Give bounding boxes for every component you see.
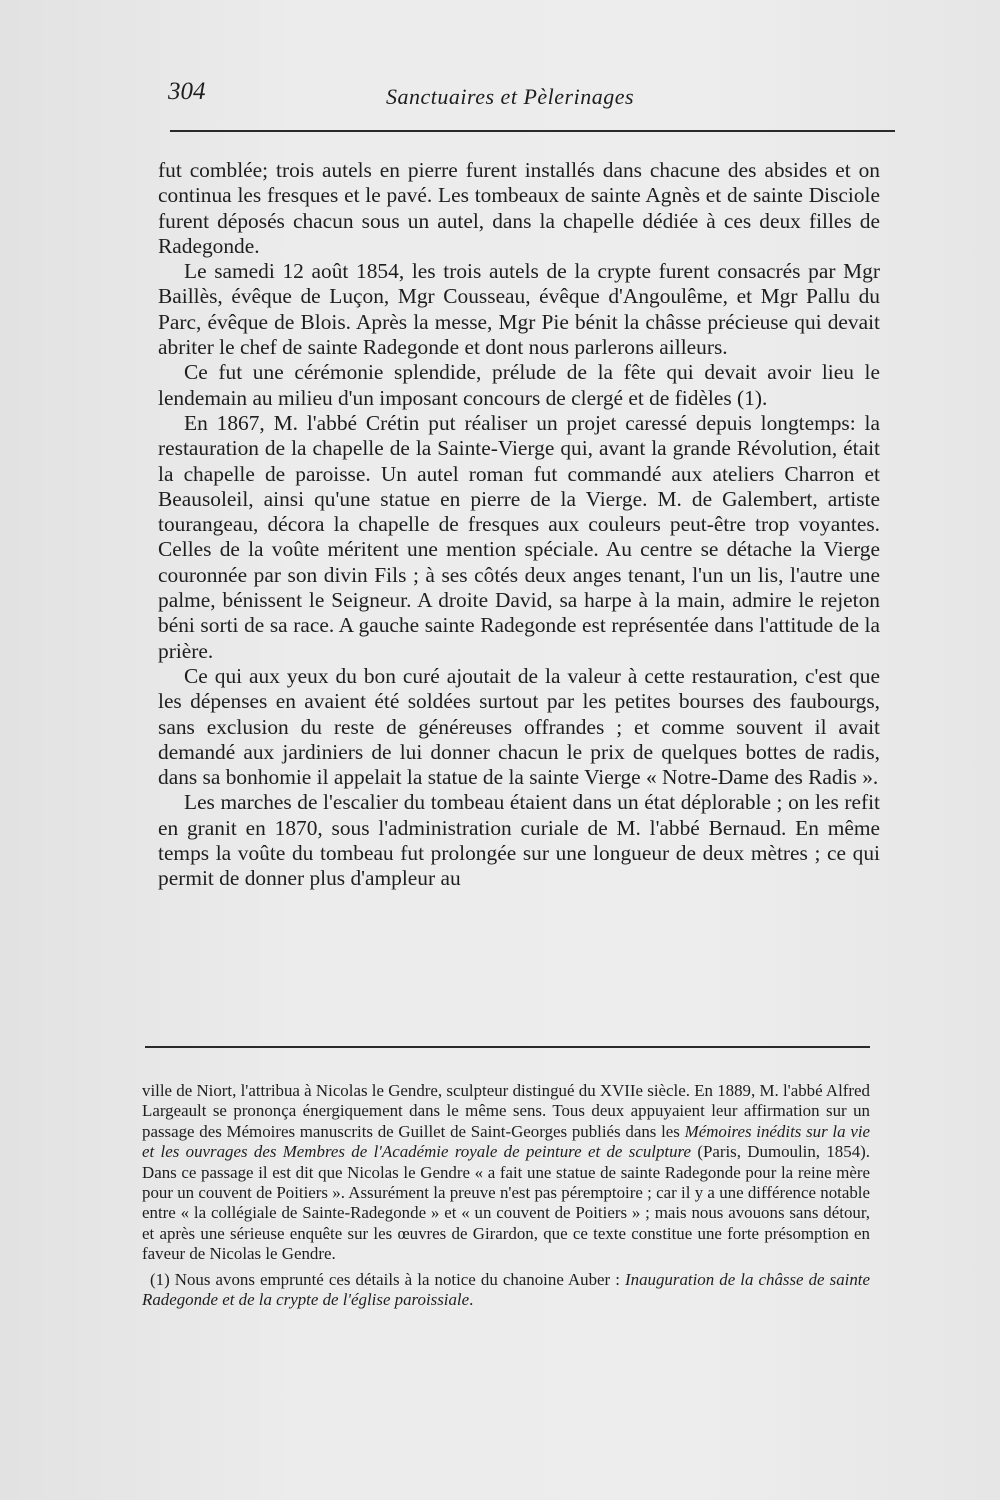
footnote-1 [142,1270,870,1311]
paragraph: Ce qui aux yeux du bon curé ajoutait de la valeur à cette restauration, c'est que les dépenses en avaient été soldées surtout par les petites bourses des faubourgs, sans exclusion du reste de généreuses offrandes ; et comme souvent il avait demandé aux jardiniers de lui donner chacun le prix de quelques bottes de radis, dans sa bonhomie il appelait la statue de la sainte Vierge « Notre-Dame des Radis ». [158,663,880,790]
paragraph: Les marches de l'escalier du tombeau étaient dans un état déplorable ; on les refit en granit en 1870, sous l'administration curiale de M. l'abbé Bernaud. En même temps la voûte du tombeau fut prolongée sur une longueur de deux mètres ; ce qui permit de donner plus d'ampleur au [158,790,880,891]
paragraph: Ce fut une cérémonie splendide, prélude de la fête qui devait avoir lieu le lendemain au milieu d'un imposant concours de clergé et de fidèles (1). [158,360,880,410]
page-number: 304 [168,78,206,105]
footnote-text: ville de Niort, l'attribua à Nicolas le Gendre, sculpteur distingué du XVIIe siècle. En 1889, M. l'abbé Alfred Largeault se prononça énergiquement dans le même sens. Tous deux appuyaient leur affirmation sur un passage des Mémoires manuscrits de Guillet de Saint-Georges publiés dans les [142,1081,870,1141]
footnote-rule [145,1046,870,1048]
footnotes [142,1081,870,1310]
footnote-continuation [142,1081,870,1265]
main-text [158,158,880,892]
paragraph: Le samedi 12 août 1854, les trois autels de la crypte furent consacrés par Mgr Baillès, évêque de Luçon, Mgr Cousseau, évêque d'Angoulême, et Mgr Pallu du Parc, évêque de Blois. Après la messe, Mgr Pie bénit la châsse précieuse qui devait abriter le chef de sainte Radegonde et dont nous parlerons ailleurs. [158,259,880,360]
paragraph: En 1867, M. l'abbé Crétin put réaliser un projet caressé depuis longtemps: la restauration de la chapelle de la Sainte-Vierge qui, avant la grande Révolution, était la chapelle de paroisse. Un autel roman fut commandé aux ateliers Charron et Beausoleil, ainsi qu'une statue en pierre de la Vierge. M. de Galembert, artiste tourangeau, décora la chapelle de fresques aux couleurs peut-être trop voyantes. Celles de la voûte méritent une mention spéciale. Au centre se détache la Vierge couronnée par son divin Fils ; à ses côtés deux anges tenant, l'un un lis, l'autre une palme, bénissent le Seigneur. A droite David, sa harpe à la main, admire le rejeton béni sorti de sa race. A gauche sainte Radegonde est représentée dans l'attitude de la prière. [158,410,880,663]
footnote-italic-title: Inauguration de la châsse de sainte Radegonde et de la crypte de l'église paroissiale [142,1269,870,1310]
header-rule [170,130,895,132]
footnote-text: . [469,1290,474,1310]
running-title: Sanctuaires et Pèlerinages [386,84,635,109]
footnote-text: (Paris, Dumoulin, 1854). Dans ce passage il est dit que Nicolas le Gendre « a fait une statue de sainte Radegonde pour la reine mère pour un couvent de Poitiers ». Assurément la preuve n'est pas péremptoire ; car il y a une différence notable entre « la collégiale de Sainte-Radegonde » et « un couvent de Poitiers » ; mais nous avouons sans détour, et après une sérieuse enquête sur les œuvres de Girardon, que ce texte constitue une forte présomption en faveur de Nicolas le Gendre. [142,1142,870,1264]
paragraph: fut comblée; trois autels en pierre furent installés dans chacune des absides et on continua les fresques et le pavé. Les tombeaux de sainte Agnès et de sainte Disciole furent déposés chacun sous un autel, dans la chapelle dédiée à ces deux filles de Radegonde. [158,158,880,258]
footnote-italic-title: Mémoires inédits sur la vie et les ouvrages des Membres de l'Académie royale de peinture et de sculpture [142,1121,871,1162]
footnote-text: (1) Nous avons emprunté ces détails à la notice du chanoine Auber : [150,1269,626,1289]
page-header [168,78,898,118]
